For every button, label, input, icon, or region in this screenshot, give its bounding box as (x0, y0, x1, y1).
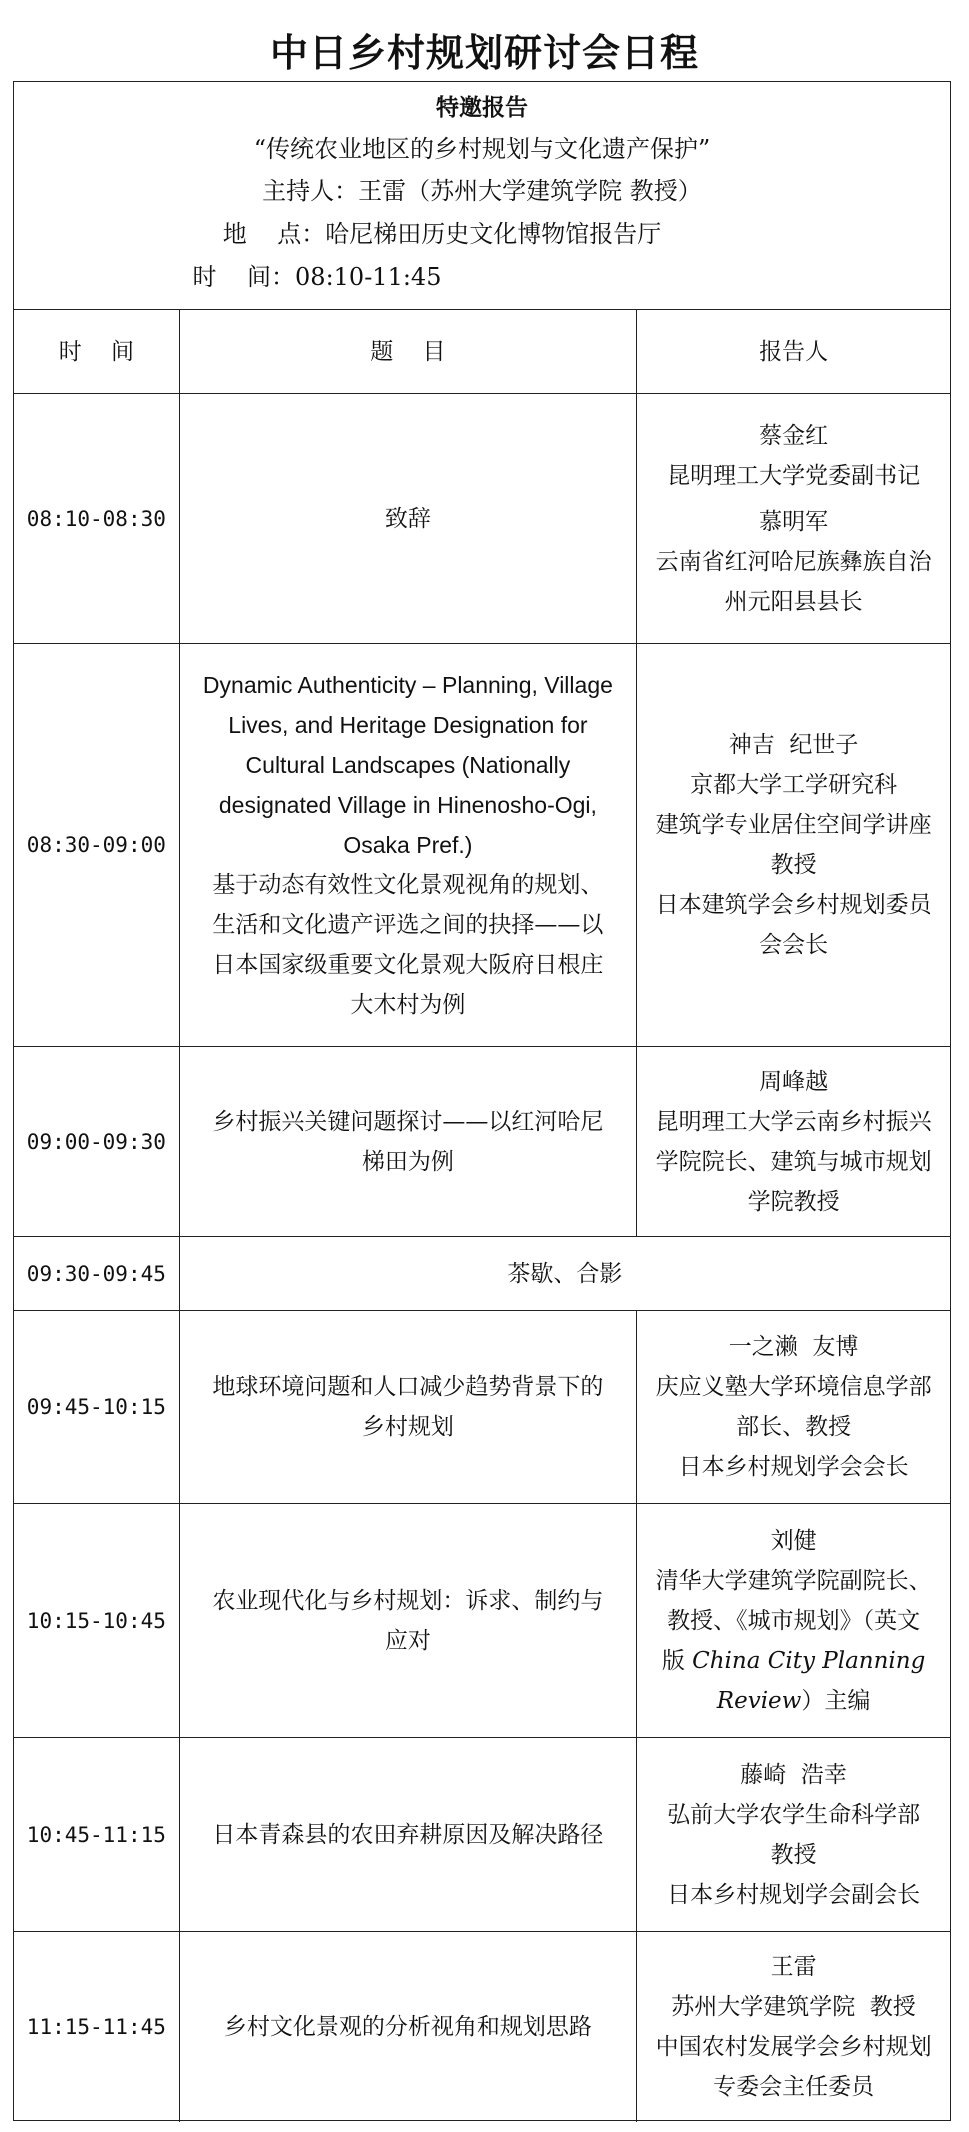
speaker-title: 会会长 (759, 932, 829, 958)
table-row (14, 1311, 950, 1504)
speaker-name: 刘健 (770, 1527, 817, 1554)
page-title: 中日乡村规划研讨会日程 (269, 31, 699, 75)
table-row (14, 394, 950, 644)
speaker-title: 专委会主任委员 (713, 2073, 875, 2100)
topic-line: 乡村文化景观的分析视角和规划思路 (223, 2013, 592, 2040)
topic-line: 应对 (384, 1627, 431, 1654)
row-speaker (637, 1932, 950, 2122)
speaker-title: 日本建筑学会乡村规划委员 (655, 892, 932, 918)
speaker-title: 庆应义塾大学环境信息学部 (655, 1374, 932, 1400)
topic-line: 致辞 (384, 505, 431, 532)
speaker-title: 弘前大学农学生命科学部 (667, 1801, 921, 1828)
speaker-title: 昆明理工大学党委副书记 (667, 462, 921, 489)
speaker-title-mixed (643, 1681, 944, 1721)
keynote-host: 主持人：王雷（苏州大学建筑学院 教授） (262, 177, 702, 205)
row-time: 08:30-09:00 (14, 644, 179, 1047)
speaker-title: 学院院长、建筑与城市规划 (655, 1148, 932, 1175)
speaker-title: 建筑学专业居住空间学讲座 (655, 812, 932, 838)
column-header-topic: 题 目 (179, 310, 636, 394)
speaker-title: 学院教授 (747, 1188, 840, 1215)
speaker-title: 部长、教授 (736, 1414, 852, 1440)
row-speaker (637, 1047, 950, 1237)
row-speaker (637, 1738, 950, 1932)
break-label: 茶歇、合影 (179, 1237, 950, 1311)
journal-name-en: China City Planning (692, 1647, 926, 1674)
topic-line: 农业现代化与乡村规划：诉求、制约与 (212, 1587, 604, 1614)
row-speaker (637, 1311, 950, 1504)
topic-en-line: Osaka Pref.) (343, 832, 473, 858)
keynote-time (0, 257, 785, 297)
row-time: 09:45-10:15 (14, 1311, 179, 1504)
table-row (14, 1738, 950, 1932)
speaker-title: 云南省红河哈尼族彝族自治 (655, 548, 932, 575)
row-time: 09:00-09:30 (14, 1047, 179, 1237)
row-topic (179, 644, 636, 1047)
row-time: 10:45-11:15 (14, 1738, 179, 1932)
journal-name-en-2: Review (716, 1687, 802, 1714)
schedule-table (14, 309, 950, 2122)
speaker-name: 王雷 (770, 1953, 817, 1980)
column-header-speaker: 报告人 (637, 310, 950, 394)
keynote-header (14, 82, 950, 310)
table-header-row (14, 310, 950, 394)
speaker-name: 慕明军 (759, 508, 829, 535)
topic-line: 日本国家级重要文化景观大阪府日根庄 (212, 952, 604, 978)
topic-en-line: Dynamic Authenticity – Planning, Village (202, 672, 613, 698)
topic-line: 乡村振兴关键问题探讨——以红河哈尼 (212, 1108, 604, 1135)
row-topic (179, 1738, 636, 1932)
speaker-title: 教授、《城市规划》（英文 (667, 1607, 921, 1634)
topic-line: 基于动态有效性文化景观视角的规划、 (212, 872, 604, 898)
venue-value: 哈尼梯田历史文化博物馆报告厅 (325, 220, 662, 248)
speaker-title: 教授 (770, 1841, 817, 1868)
speaker-en-prefix: 版 (661, 1647, 693, 1674)
table-row (14, 1047, 950, 1237)
keynote-venue (0, 214, 910, 254)
row-speaker (637, 394, 950, 644)
speaker-title: 日本乡村规划学会会长 (678, 1454, 909, 1480)
row-speaker (637, 644, 950, 1047)
speaker-title: 清华大学建筑学院副院长、 (655, 1567, 932, 1594)
speaker-title: 中国农村发展学会乡村规划 (655, 2033, 932, 2060)
keynote-topic: “传统农业地区的乡村规划与文化遗产保护” (253, 135, 711, 163)
time-label: 时 间： (192, 263, 296, 291)
speaker-title: 日本乡村规划学会副会长 (667, 1881, 921, 1908)
section-title: 特邀报告 (436, 95, 528, 121)
row-time: 10:15-10:45 (14, 1504, 179, 1738)
row-topic (179, 1932, 636, 2122)
speaker-title: 昆明理工大学云南乡村振兴 (655, 1108, 932, 1135)
topic-line: 乡村规划 (361, 1414, 454, 1440)
row-topic (179, 1047, 636, 1237)
topic-line: 生活和文化遗产评选之间的抉择——以 (212, 912, 604, 938)
topic-en-line: designated Village in Hinenosho-Ogi, (218, 792, 597, 818)
row-topic (179, 394, 636, 644)
topic-en-line: Cultural Landscapes (Nationally (245, 752, 571, 778)
table-row (14, 644, 950, 1047)
time-value: 08:10-11:45 (295, 263, 442, 291)
topic-line: 大木村为例 (350, 992, 466, 1018)
table-row (14, 1504, 950, 1738)
speaker-name: 蔡金红 (759, 422, 829, 449)
speaker-name: 神吉 纪世子 (728, 732, 859, 758)
table-row-break (14, 1237, 950, 1311)
speaker-title: 州元阳县县长 (724, 588, 863, 615)
speaker-name: 藤崎 浩幸 (740, 1761, 847, 1788)
row-time: 11:15-11:45 (14, 1932, 179, 2122)
topic-line: 梯田为例 (361, 1148, 454, 1175)
speaker-en-suffix: ）主编 (801, 1687, 871, 1714)
column-header-time: 时 间 (14, 310, 179, 394)
speaker-title: 京都大学工学研究科 (690, 772, 898, 798)
row-topic (179, 1504, 636, 1738)
schedule-sheet (13, 81, 951, 2121)
speaker-name: 周峰越 (759, 1068, 829, 1095)
venue-label: 地 点： (222, 220, 326, 248)
table-row (14, 1932, 950, 2122)
speaker-title-mixed (643, 1641, 944, 1681)
row-time: 09:30-09:45 (14, 1237, 179, 1311)
speaker-name: 一之濑 友博 (728, 1334, 859, 1360)
speaker-title: 教授 (770, 852, 817, 878)
topic-line: 日本青森县的农田弃耕原因及解决路径 (212, 1821, 604, 1848)
row-time: 08:10-08:30 (14, 394, 179, 644)
speaker-title: 苏州大学建筑学院 教授 (671, 1993, 916, 2020)
row-speaker (637, 1504, 950, 1738)
topic-en-line: Lives, and Heritage Designation for (228, 712, 588, 738)
row-topic (179, 1311, 636, 1504)
topic-line: 地球环境问题和人口减少趋势背景下的 (212, 1374, 604, 1400)
